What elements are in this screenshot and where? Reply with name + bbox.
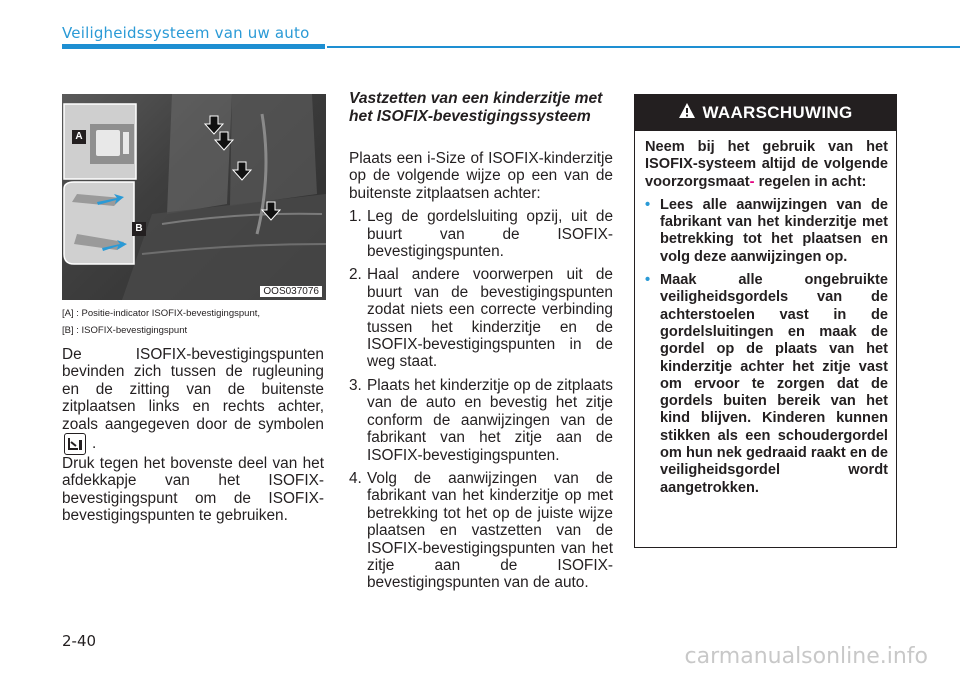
step-number: 4. [349, 469, 362, 487]
warning-triangle-icon [679, 103, 695, 123]
middle-column-text [349, 150, 613, 598]
paragraph-1 [62, 346, 324, 455]
marker-b-label: B [132, 222, 146, 236]
warning-title: WAARSCHUWING [702, 103, 853, 122]
rear-seat-isofix-photo [62, 94, 326, 300]
list-item [349, 377, 613, 464]
list-item [349, 266, 613, 370]
warning-list [645, 197, 888, 497]
list-item [349, 470, 613, 592]
step-text: Haal andere voorwerpen uit de buurt van de bevestigingspunten zodat niets een correcte verbinding tussen het kinderzitje en de ISOFIX-bevestigingspunten in de weg staat. [367, 266, 613, 371]
warning-body [635, 131, 896, 497]
step-number: 2. [349, 266, 362, 284]
warning-header [635, 95, 896, 131]
isofix-symbol-icon [64, 433, 86, 455]
left-column-text [62, 346, 324, 525]
figure-code: OOS037076 [260, 286, 322, 297]
intro-paragraph: Plaats een i-Size of ISOFIX-kinderzitje op de volgende wijze op een van de buitenste zitplaatsen achter: [349, 150, 613, 202]
step-text: Volg de aanwijzingen van de fabrikant van het kinderzitje op met betrekking tot het op de juiste wijze plaatsen en vastzetten van de ISOFIX-bevestigingspunten van het zitje aan de ISOFIX-bevestigingspunten van de auto. [367, 469, 613, 592]
paragraph-2: Druk tegen het bovenste deel van het afdekkapje van het ISOFIX-bevestigingspunt om de ISOFIX-bevestigingspunten te gebruiken. [62, 455, 324, 525]
step-text: Leg de gordelsluiting opzij, uit de buurt van de ISOFIX-bevestigingspunten. [367, 208, 613, 261]
step-number: 3. [349, 376, 362, 394]
marker-a-label: A [72, 130, 86, 144]
section-heading: Vastzetten van een kinderzitje met het ISOFIX-bevestigingssysteem [349, 90, 603, 125]
header-rule-thin [327, 46, 960, 48]
list-item: • Maak alle ongebruikte veiligheidsgordels van de achterstoelen vast in de gordelsluitingen en maak de gordel op de plaats van het kinderzitje achter het zitje vast om ervoor te zorgen dat de gordels buiten bereik van het kind blijven. Kinderen kunnen stikken als een schoudergordel om hun nek gedraaid raakt en de veiligheidsgordel wordt aangetrokken. [645, 272, 888, 496]
paragraph-1-end: . [92, 435, 97, 453]
step-number: 1. [349, 208, 362, 226]
caption-a: [A] : Positie-indicator ISOFIX-bevestigingspunt, [62, 308, 261, 319]
caption-b: [B] : ISOFIX-bevestigingspunt [62, 325, 188, 336]
step-text: Plaats het kinderzitje op de zitplaats van de auto en bevestig het zitje conform de aanwijzingen van de fabrikant van het zitje aan de ISOFIX-bevestigingspunten. [367, 376, 613, 464]
steps-list [349, 208, 613, 592]
list-item: • Lees alle aanwijzingen van de fabrikant van het kinderzitje met betrekking tot het plaatsen en volg deze aanwijzingen op. [645, 196, 888, 265]
watermark: carmanualsonline.info [684, 644, 928, 669]
warning-intro: Neem bij het gebruik van het ISOFIX-systeem altijd de volgende voorzorgsmaat- regelen in acht: [645, 139, 888, 190]
paragraph-1-text: De ISOFIX-bevestigingspunten bevinden zich tussen de rugleuning en de zitting van de buitenste zitplaatsen links en rechts achter, zoals aangegeven door de symbolen [62, 346, 324, 433]
section-header-title: Veiligheidssysteem van uw auto [62, 24, 310, 42]
warning-box [634, 94, 897, 548]
page-number: 2-40 [62, 632, 97, 650]
list-item [349, 208, 613, 260]
header-rule-thick [62, 44, 325, 49]
